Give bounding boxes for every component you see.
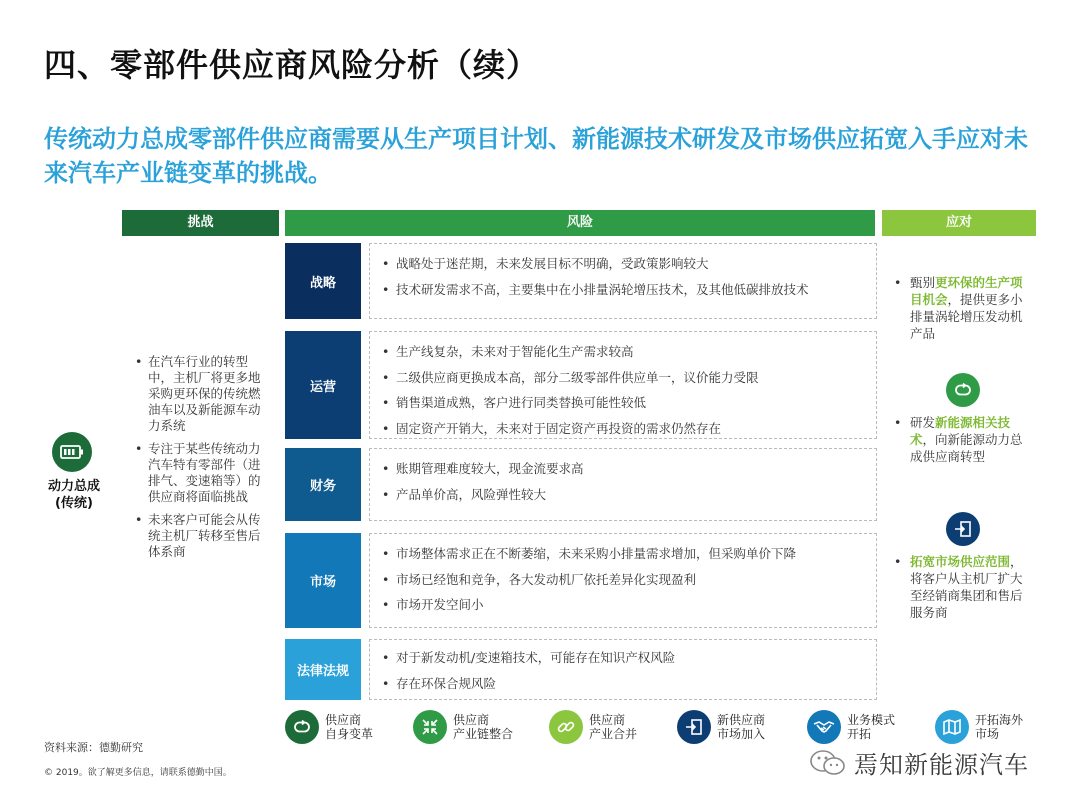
response-highlight: 拓宽市场供应范围	[910, 554, 1011, 569]
watermark-text: 焉知新能源汽车	[854, 751, 1029, 779]
link-icon	[549, 710, 583, 744]
merge-arrows-icon	[413, 710, 447, 744]
risk-label-market: 市场	[285, 533, 361, 628]
risk-row-market	[285, 533, 877, 628]
risk-label-legal: 法律法规	[285, 639, 361, 700]
risk-item: • 市场已经饱和竞争，各大发动机厂依托差异化实现盈利	[382, 567, 864, 593]
risk-item: • 战略处于迷茫期，未来发展目标不明确，受政策影响较大	[382, 251, 864, 277]
risk-item: • 销售渠道成熟，客户进行同类替换可能性较低	[382, 390, 864, 416]
risk-item: • 产品单价高，风险弹性较大	[382, 482, 864, 508]
legend-label: 开拓海外 市场	[975, 713, 1024, 741]
legend-label: 供应商 自身变革	[325, 713, 374, 741]
source-note: 资料来源：德勤研究	[44, 741, 143, 754]
response-item: • 研发新能源相关技术，向新能源动力总成供应商转型	[894, 415, 1023, 464]
challenge-label	[40, 478, 108, 512]
risk-row-legal	[285, 639, 877, 700]
response-highlight: 新能源相关技术	[910, 415, 1011, 447]
watermark	[808, 745, 1029, 780]
risk-row-finance	[285, 448, 877, 521]
response-text-pre: 研发	[910, 415, 936, 430]
challenge-label-text: 动力总成 (传统)	[47, 479, 100, 511]
risk-item: • 对于新发动机/变速箱技术，可能存在知识产权风险	[382, 645, 864, 671]
legend-label: 供应商 产业链整合	[453, 713, 514, 741]
legend-item	[413, 710, 513, 744]
response-item: • 拓宽市场供应范围，将客户从主机厂扩大至经销商集团和售后服务商	[894, 554, 1023, 620]
challenge-item: • 专注于某些传统动力汽车特有零部件（进排气、变速箱等）的供应商将面临挑战	[132, 441, 272, 505]
risk-box-strategy	[369, 243, 877, 319]
enter-icon	[677, 710, 711, 744]
risk-box-market	[369, 533, 877, 628]
challenge-item: • 未来客户可能会从传统主机厂转移至售后体系商	[132, 512, 272, 560]
response-text-post: ，将客户从主机厂扩大至经销商集团和售后服务商	[910, 554, 1023, 620]
header-response: 应对	[882, 210, 1036, 236]
risk-item: • 二级供应商更换成本高，部分二级零部件供应单一，议价能力受限	[382, 365, 864, 391]
risk-box-finance	[369, 448, 877, 521]
map-icon	[935, 710, 969, 744]
risk-item: • 市场整体需求正在不断萎缩，未来采购小排量需求增加，但采购单价下降	[382, 541, 864, 567]
legend-label: 业务模式 开拓	[847, 713, 896, 741]
risk-box-operations	[369, 331, 877, 439]
legend-label: 新供应商 市场加入	[717, 713, 766, 741]
challenge-item: • 在汽车行业的转型中，主机厂将更多地采购更环保的传统燃油车以及新能源车动力系统	[132, 354, 272, 434]
page-title: 四、零部件供应商风险分析（续）	[44, 46, 540, 84]
risk-row-strategy	[285, 243, 877, 319]
legend-label: 供应商 产业合并	[589, 713, 638, 741]
risk-row-operations	[285, 331, 877, 439]
risk-box-legal	[369, 639, 877, 700]
response-text-pre: 甄别	[910, 275, 936, 290]
risk-item: • 生产线复杂，未来对于智能化生产需求较高	[382, 339, 864, 365]
risk-item: • 技术研发需求不高，主要集中在小排量涡轮增压技术，及其他低碳排放技术	[382, 277, 864, 303]
legend-item	[285, 710, 373, 744]
enter-icon	[946, 512, 980, 546]
legend-item	[549, 710, 637, 744]
response-text-post: ，向新能源动力总成供应商转型	[910, 432, 1023, 464]
legend-item	[677, 710, 765, 744]
risk-item: • 账期管理难度较大，现金流要求高	[382, 456, 864, 482]
battery-icon	[52, 432, 92, 472]
legend-item	[807, 710, 895, 744]
response-highlight: 更环保的生产项目机会	[910, 275, 1023, 307]
challenge-list	[132, 354, 272, 567]
response-text-post: ，提供更多小排量涡轮增压发动机产品	[910, 292, 1023, 341]
risk-label-strategy: 战略	[285, 243, 361, 319]
risk-item: • 固定资产开销大，未来对于固定资产再投资的需求仍然存在	[382, 416, 864, 442]
response-item: • 甄别更环保的生产项目机会，提供更多小排量涡轮增压发动机产品	[894, 275, 1023, 341]
legend-item	[935, 710, 1023, 744]
cycle-icon	[946, 373, 980, 407]
header-risk: 风险	[285, 210, 875, 236]
page-subtitle: 传统动力总成零部件供应商需要从生产项目计划、新能源技术研发及市场供应拓宽入手应对未来汽车产业链变革的挑战。	[44, 125, 1028, 187]
risk-item: • 存在环保合规风险	[382, 671, 864, 697]
header-challenge: 挑战	[122, 210, 279, 236]
wechat-icon	[808, 748, 848, 778]
cycle-icon	[285, 710, 319, 744]
copyright-note: © 2019。欲了解更多信息，请联系德勤中国。	[44, 768, 232, 778]
risk-label-finance: 财务	[285, 448, 361, 521]
risk-label-operations: 运营	[285, 331, 361, 439]
legend	[285, 710, 1045, 746]
risk-item: • 市场开发空间小	[382, 592, 864, 618]
handshake-icon	[807, 710, 841, 744]
